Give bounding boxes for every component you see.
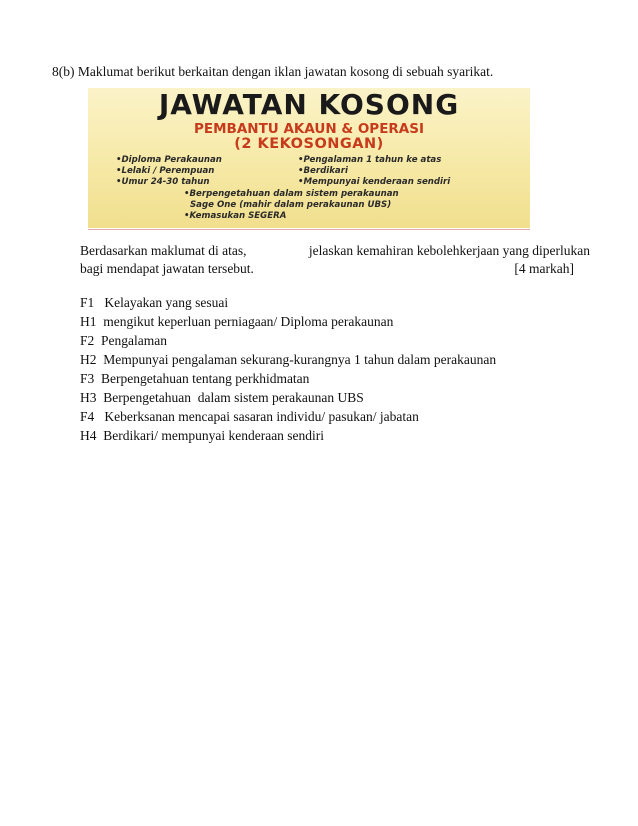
- answer-line: H1 mengikut keperluan perniagaan/ Diploma perakaunan: [80, 314, 394, 329]
- answer-line: H2 Mempunyai pengalaman sekurang-kurangnya 1 tahun dalam perakaunan: [80, 352, 497, 367]
- advert-position: PEMBANTU AKAUN & OPERASI: [193, 121, 424, 137]
- answer-line: F2 Pengalaman: [80, 333, 167, 348]
- advert-item: •Berpengetahuan dalam sistem perakaunan: [184, 189, 399, 199]
- answer-list: [80, 293, 496, 445]
- advert-item: •Pengalaman 1 tahun ke atas: [298, 155, 442, 165]
- advert-bottom-list: [184, 189, 399, 222]
- advert-item: •Mempunyai kenderaan sendiri: [298, 177, 451, 187]
- advert-item: •Kemasukan SEGERA: [184, 211, 287, 221]
- instruction-paragraph: [80, 242, 590, 278]
- advert-item: Sage One (mahir dalam perakaunan UBS): [184, 200, 392, 210]
- advert-left-list: [116, 155, 222, 188]
- advert-vacancies: (2 KEKOSONGAN): [234, 136, 384, 152]
- advert-divider: [88, 229, 530, 230]
- advert-item: •Umur 24-30 tahun: [116, 177, 210, 187]
- answer-line: F1 Kelayakan yang sesuai: [80, 295, 229, 310]
- marks-label: [4 markah]: [514, 261, 574, 276]
- instruction-text: jelaskan kemahiran kebolehkerjaan yang diperlukan: [308, 243, 590, 258]
- answer-line: H4 Berdikari/ mempunyai kenderaan sendiri: [80, 428, 325, 443]
- answer-line: H3 Berpengetahuan dalam sistem perakaunan UBS: [80, 390, 364, 405]
- advert-item: •Lelaki / Perempuan: [116, 166, 215, 176]
- answer-line: F3 Berpengetahuan tentang perkhidmatan: [80, 371, 310, 386]
- advert-right-list: [298, 155, 450, 188]
- answer-line: F4 Keberksanan mencapai sasaran individu/ pasukan/ jabatan: [80, 409, 419, 424]
- instruction-text: Berdasarkan maklumat di atas,: [80, 243, 247, 258]
- job-advert-image: [88, 88, 530, 228]
- advert-item: •Berdikari: [298, 166, 348, 176]
- question-heading: 8(b) Maklumat berikut berkaitan dengan iklan jawatan kosong di sebuah syarikat.: [52, 64, 494, 79]
- advert-title: JAWATAN KOSONG: [158, 88, 460, 121]
- instruction-text: bagi mendapat jawatan tersebut.: [80, 261, 254, 276]
- advert-item: •Diploma Perakaunan: [116, 155, 222, 165]
